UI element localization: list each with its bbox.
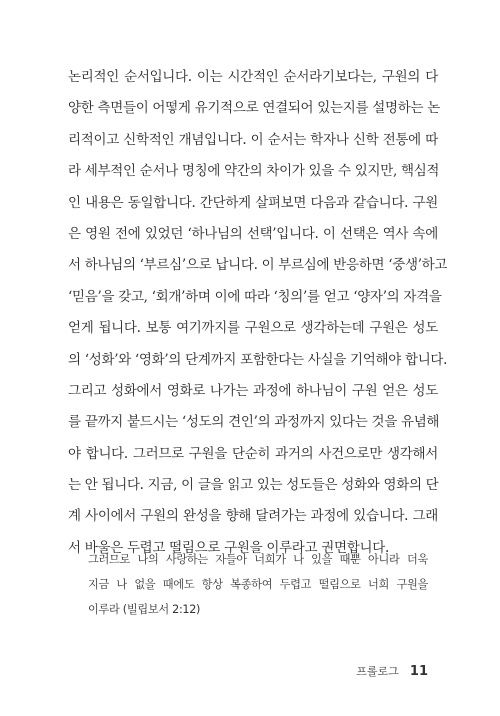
body-text — [68, 62, 448, 564]
quote-line: 지금 나 없을 때에도 항상 복종하여 두렵고 떨림으로 너희 구원을 — [88, 577, 428, 591]
body-line: 논리적인 순서입니다. 이는 시간적인 순서라기보다는, 구원의 다 — [68, 69, 438, 85]
body-line: ‘믿음’을 갖고, ‘회개’하며 이에 따라 ‘칭의’를 얻고 ‘양자’의 자격을 — [68, 288, 442, 305]
body-line: 그리고 성화에서 영화로 나가는 과정에 하나님이 구원 얻은 성도 — [68, 382, 438, 399]
body-line: 의 ‘성화’와 ‘영화’의 단계까지 포함한다는 사실을 기억해야 합니다. — [68, 351, 448, 368]
body-line: 야 합니다. 그러므로 구원을 단순히 과거의 사건으로만 생각해서 — [68, 445, 438, 462]
body-line: 인 내용은 동일합니다. 간단하게 살펴보면 다음과 같습니다. 구원 — [68, 194, 438, 211]
body-line: 라 세부적인 순서나 명칭에 약간의 차이가 있을 수 있지만, 핵심적 — [68, 163, 440, 180]
body-line: 는 안 됩니다. 지금, 이 글을 읽고 있는 성도들은 성화와 영화의 단 — [68, 477, 439, 494]
body-line: 양한 측면들이 어떻게 유기적으로 연결되어 있는지를 설명하는 논 — [68, 100, 440, 117]
scripture-quote — [88, 548, 428, 622]
body-line: 서 바울은 두렵고 떨림으로 구원을 이루라고 권면합니다. — [68, 539, 389, 556]
body-line: 를 끝까지 붙드시는 ‘성도의 견인’의 과정까지 있다는 것을 유념해 — [68, 414, 440, 431]
body-line: 계 사이에서 구원의 완성을 향해 달려가는 과정에 있습니다. 그래 — [68, 508, 438, 525]
quote-line: 그러므로 나의 사랑하는 자들아 너희가 나 있을 때뿐 아니라 더욱 — [88, 553, 428, 566]
body-line: 리적이고 신학적인 개념입니다. 이 순서는 학자나 신학 전통에 따 — [68, 131, 438, 148]
page-footer — [356, 660, 428, 679]
body-line: 서 하나님의 ‘부르심’으로 납니다. 이 부르심에 반응하면 ‘중생’하고 — [68, 257, 448, 274]
body-line: 얻게 됩니다. 보통 여기까지를 구원으로 생각하는데 구원은 성도 — [68, 320, 438, 337]
quote-line: 이루라 (빌립보서 2:12) — [88, 602, 201, 616]
section-title: 프롤로그 — [356, 665, 399, 678]
page-number: 11 — [409, 664, 428, 679]
body-line: 은 영원 전에 있었던 ‘하나님의 선택’입니다. 이 선택은 역사 속에 — [68, 225, 438, 242]
